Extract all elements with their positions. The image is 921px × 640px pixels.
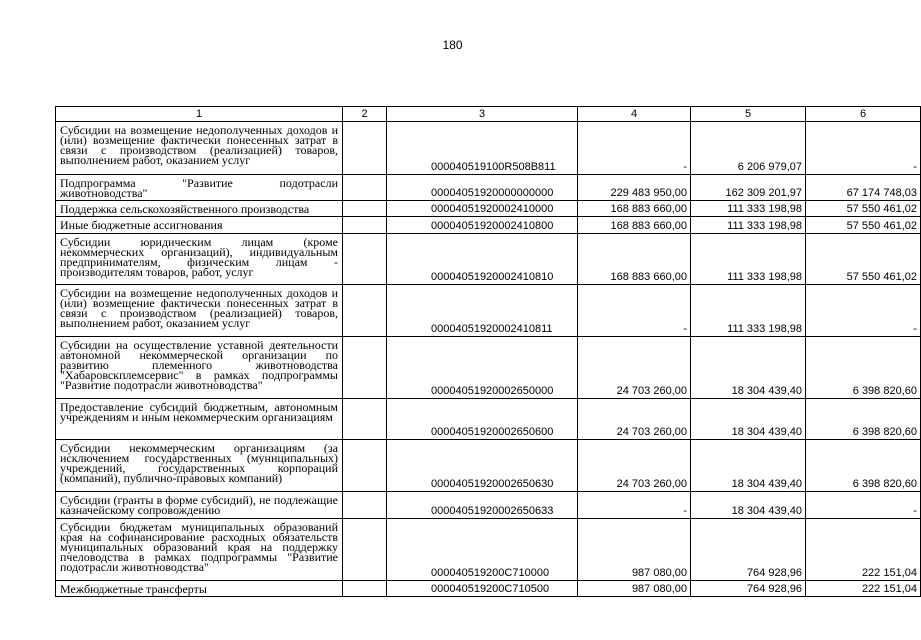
- row-description: Субсидии на возмещение недополученных доходов и (или) возмещение фактически понесенных затрат в связи с производством (реализацией) товаров, выполнением работ, оказанием услуг: [56, 122, 343, 175]
- row-code: 00004051920002650633: [387, 492, 578, 519]
- row-description: Поддержка сельскохозяйственного производства: [56, 201, 343, 217]
- row-col2: [343, 122, 387, 175]
- row-col4: -: [578, 285, 691, 337]
- row-col2: [343, 399, 387, 440]
- row-col6: 222 151,04: [806, 581, 921, 597]
- row-col4: -: [578, 492, 691, 519]
- row-code: 00004051920002410810: [387, 234, 578, 285]
- row-col6: 6 398 820,60: [806, 440, 921, 492]
- row-col2: [343, 581, 387, 597]
- row-col5: 111 333 198,98: [691, 234, 806, 285]
- row-col5: 764 928,96: [691, 581, 806, 597]
- row-col2: [343, 175, 387, 201]
- row-col4: 24 703 260,00: [578, 440, 691, 492]
- table-row: [56, 285, 921, 337]
- row-code: 00004051920002410811: [387, 285, 578, 337]
- row-col6: 57 550 461,02: [806, 201, 921, 217]
- table-row: [56, 399, 921, 440]
- row-col2: [343, 492, 387, 519]
- row-description: Межбюджетные трансферты: [56, 581, 343, 597]
- table-row: [56, 122, 921, 175]
- column-header: 5: [691, 107, 806, 122]
- table-row: [56, 217, 921, 234]
- row-col6: 6 398 820,60: [806, 399, 921, 440]
- row-col5: 111 333 198,98: [691, 217, 806, 234]
- row-code: 00004051920002650630: [387, 440, 578, 492]
- row-col2: [343, 337, 387, 399]
- row-description: Предоставление субсидий бюджетным, автономным учреждениям и иным некоммерческим организациям: [56, 399, 343, 440]
- row-col4: 24 703 260,00: [578, 337, 691, 399]
- budget-table: [55, 106, 921, 597]
- row-col6: 6 398 820,60: [806, 337, 921, 399]
- row-col4: 229 483 950,00: [578, 175, 691, 201]
- row-col5: 18 304 439,40: [691, 440, 806, 492]
- page-number: 180: [442, 38, 463, 52]
- row-col5: 18 304 439,40: [691, 492, 806, 519]
- row-description: Субсидии некоммерческим организациям (за исключением государственных (муниципальных) учреждений, государственных корпораций (компаний), публично-правовых компаний): [56, 440, 343, 492]
- row-col6: -: [806, 285, 921, 337]
- row-col2: [343, 201, 387, 217]
- row-description: Подпрограмма "Развитие подотрасли животноводства": [56, 175, 343, 201]
- row-col6: 67 174 748,03: [806, 175, 921, 201]
- table-row: [56, 492, 921, 519]
- row-col4: 24 703 260,00: [578, 399, 691, 440]
- row-col2: [343, 285, 387, 337]
- table-row: [56, 440, 921, 492]
- row-col5: 18 304 439,40: [691, 399, 806, 440]
- row-code: 00004051920002410000: [387, 201, 578, 217]
- row-col6: 57 550 461,02: [806, 234, 921, 285]
- table-row: [56, 581, 921, 597]
- table-row: [56, 175, 921, 201]
- table-row: [56, 337, 921, 399]
- row-col6: 222 151,04: [806, 519, 921, 581]
- row-code: 00004051920002650000: [387, 337, 578, 399]
- column-header-row: [56, 107, 921, 122]
- row-description: Субсидии (гранты в форме субсидий), не подлежащие казначейскому сопровождению: [56, 492, 343, 519]
- column-header: 1: [56, 107, 343, 122]
- column-header: 2: [343, 107, 387, 122]
- table-row: [56, 234, 921, 285]
- column-header: 3: [387, 107, 578, 122]
- row-col2: [343, 217, 387, 234]
- row-code: 000040519100R508B811: [387, 122, 578, 175]
- row-col5: 18 304 439,40: [691, 337, 806, 399]
- row-code: 00004051920002410800: [387, 217, 578, 234]
- row-description: Субсидии юридическим лицам (кроме некоммерческих организаций), индивидуальным предпринимателям, физическим лицам - производителям товаров, работ, услуг: [56, 234, 343, 285]
- row-code: 000040519200С710500: [387, 581, 578, 597]
- row-col4: 987 080,00: [578, 519, 691, 581]
- row-col5: 764 928,96: [691, 519, 806, 581]
- row-col5: 111 333 198,98: [691, 201, 806, 217]
- row-description: Иные бюджетные ассигнования: [56, 217, 343, 234]
- row-description: Субсидии на возмещение недополученных доходов и (или) возмещение фактически понесенных затрат в связи с производством (реализацией) товаров, выполнением работ, оказанием услуг: [56, 285, 343, 337]
- row-code: 00004051920002650600: [387, 399, 578, 440]
- row-col5: 162 309 201,97: [691, 175, 806, 201]
- column-header: 6: [806, 107, 921, 122]
- row-col2: [343, 440, 387, 492]
- row-code: 00004051920000000000: [387, 175, 578, 201]
- row-col6: -: [806, 122, 921, 175]
- row-description: Субсидии бюджетам муниципальных образований края на софинансирование расходных обязательств муниципальных образований края на поддержку пчеловодства в рамках подпрограммы "Развитие подотрасли животноводства": [56, 519, 343, 581]
- row-col5: 6 206 979,07: [691, 122, 806, 175]
- row-col2: [343, 234, 387, 285]
- row-col2: [343, 519, 387, 581]
- table-row: [56, 519, 921, 581]
- row-code: 000040519200С710000: [387, 519, 578, 581]
- row-col4: -: [578, 122, 691, 175]
- table-row: [56, 201, 921, 217]
- row-col6: 57 550 461,02: [806, 217, 921, 234]
- row-col4: 168 883 660,00: [578, 217, 691, 234]
- row-col4: 168 883 660,00: [578, 234, 691, 285]
- column-header: 4: [578, 107, 691, 122]
- row-col5: 111 333 198,98: [691, 285, 806, 337]
- row-col4: 168 883 660,00: [578, 201, 691, 217]
- row-col6: -: [806, 492, 921, 519]
- row-col4: 987 080,00: [578, 581, 691, 597]
- row-description: Субсидии на осуществление уставной деятельности автономной некоммерческой организации по развитию племенного животноводства "Хабаровскплемсервис" в рамках подпрограммы "Развитие подотрасли животноводства": [56, 337, 343, 399]
